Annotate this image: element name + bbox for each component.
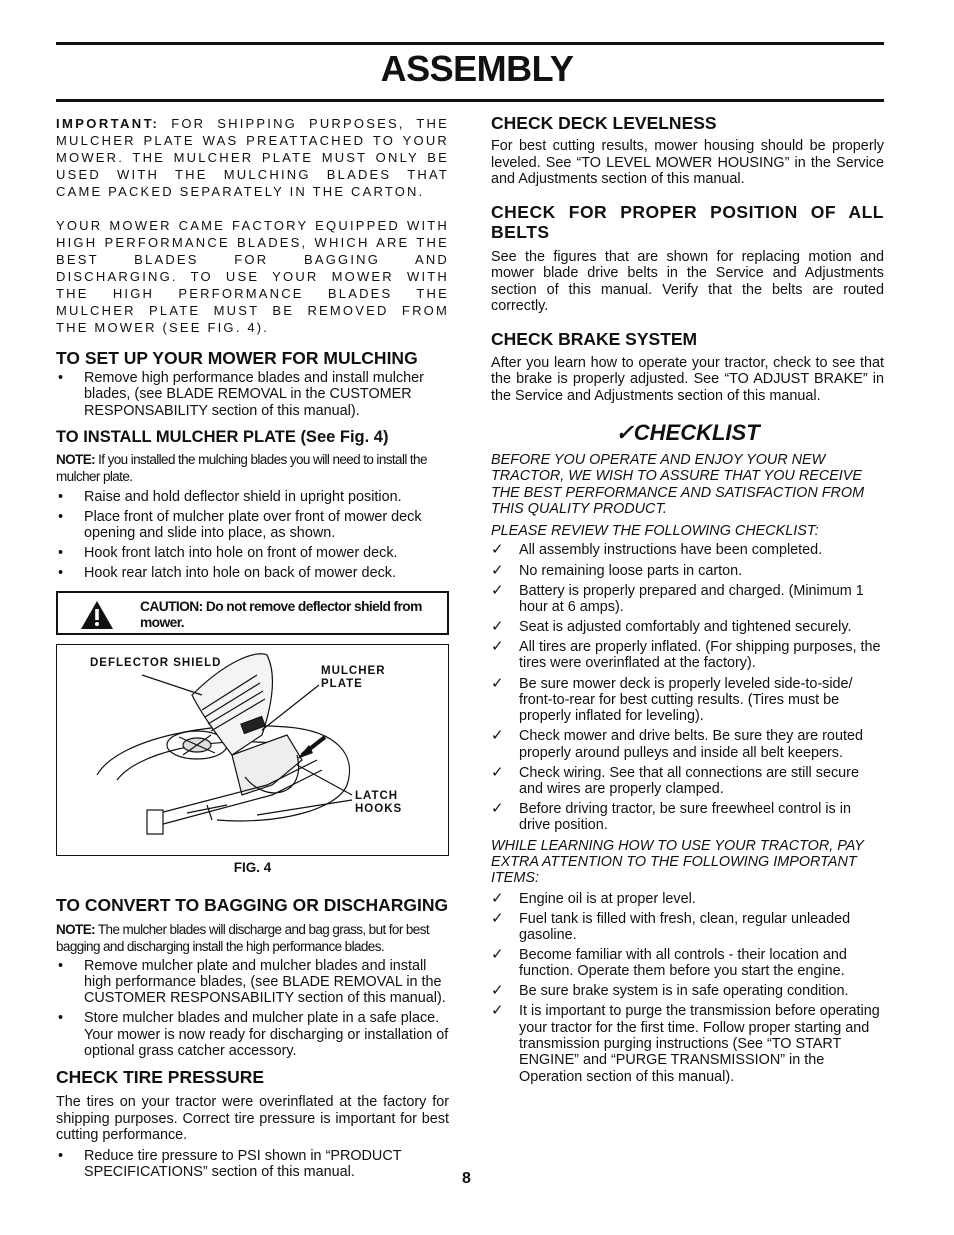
caution-box (56, 591, 449, 635)
figure-4 (56, 644, 449, 856)
deck-text: For best cutting results, mower housing should be properly leveled. See “TO LEVEL MOWER HOUSING” in the Service and Adjustments section of this manual. (491, 138, 884, 187)
learning-intro: WHILE LEARNING HOW TO USE YOUR TRACTOR, PAY EXTRA ATTENTION TO THE FOLLOWING IMPORTANT ITEMS: (491, 837, 864, 887)
list-item: • Reduce tire pressure to PSI shown in “PRODUCT SPECIFICATIONS” section of this manual. (58, 1147, 402, 1180)
list-item: ✓ Fuel tank is filled with fresh, clean, regular unleaded gasoline. (491, 909, 851, 943)
list-item: ✓ Be sure brake system is in safe operating condition. (491, 982, 849, 1000)
checklist-list (491, 542, 884, 833)
page-title: ASSEMBLY (380, 48, 574, 89)
list-item: • Store mulcher blades and mulcher plate in a safe place. Your mower is now ready for discharging or installation of optional grass catcher accessory. (58, 1010, 449, 1059)
convert-list (56, 958, 449, 1059)
belts-text: See the figures that are shown for replacing motion and mower blade drive belts in the Service and Adjustments section of this manual. Verify that the belts are routed correctly. (491, 248, 884, 314)
check-icon: ✓ (491, 982, 504, 1000)
check-icon: ✓ (491, 561, 504, 579)
list-item: ✓ Battery is properly prepared and charged. (Minimum 1 hour at 6 amps). (491, 581, 864, 615)
tire-text: The tires on your tractor were overinflated at the factory for shipping purposes. Correct tire pressure is important for best cutting performance. (56, 1094, 449, 1144)
brake-text: After you learn how to operate your tractor, check to see that the brake is properly adjusted. See “TO ADJUST BRAKE” in the Service and Adjustments section of this manual. (491, 354, 884, 404)
convert-note: NOTE: The mulcher blades will discharge and bag grass, but for best bagging and discharging install the high performance blades. (56, 921, 430, 954)
important-paragraph (56, 115, 449, 200)
check-icon: ✓ (491, 889, 504, 907)
list-item: ✓ Engine oil is at proper level. (491, 889, 696, 907)
mulching-heading: TO SET UP YOUR MOWER FOR MULCHING (56, 348, 418, 368)
check-icon: ✓ (491, 1002, 504, 1020)
checklist-review: PLEASE REVIEW THE FOLLOWING CHECKLIST: (491, 523, 819, 540)
list-item: ✓ Check mower and drive belts. Be sure they are routed properly around pulleys and inside all belt keepers. (491, 727, 863, 761)
check-icon: ✓ (491, 638, 504, 656)
list-item: • Hook front latch into hole on front of mower deck. (58, 544, 398, 561)
label-deflector-shield: DEFLECTOR SHIELD (90, 656, 222, 669)
mulching-list (56, 370, 449, 419)
list-item: • Hook rear latch into hole on back of mower deck. (58, 564, 396, 581)
checklist-intro: BEFORE YOU OPERATE AND ENJOY YOUR NEW TRACTOR, WE WISH TO ASSURE THAT YOU RECEIVE THE BEST PERFORMANCE AND SATISFACTION FROM THIS QUALITY PRODUCT. (491, 452, 865, 517)
belts-heading: CHECK FOR PROPER POSITION OF ALL BELTS (491, 201, 884, 242)
list-item: ✓ It is important to purge the transmission before operating your tractor for the first time. Follow proper starting and transmission purging instructions (See “TO START ENGINE” and “PURGE TRANSMISSION” in the Operation section of this manual). (491, 1002, 880, 1085)
list-item: ✓ All tires are properly inflated. (For shipping purposes, the tires were overinflated at the factory). (491, 638, 881, 672)
tire-heading: CHECK TIRE PRESSURE (56, 1067, 265, 1088)
check-icon: ✓ (491, 674, 504, 692)
checklist-heading: ✓CHECKLIST (615, 420, 760, 445)
check-icon: ✓ (491, 800, 504, 818)
check-icon: ✓ (491, 727, 504, 745)
list-item: ✓ No remaining loose parts in carton. (491, 561, 743, 579)
list-item: ✓ Check wiring. See that all connections are still secure and wires are properly clamped. (491, 763, 859, 797)
brake-heading: CHECK BRAKE SYSTEM (491, 328, 698, 349)
list-item: • Remove mulcher plate and mulcher blades and install high performance blades, (see BLADE REMOVAL in the CUSTOMER RESPONSABILITY section of this manual). (58, 957, 446, 1007)
list-item: ✓ Be sure mower deck is properly leveled side-to-side/ front-to-rear for best cutting results. (Tires must be properly inflated for leveling). (491, 674, 853, 725)
convert-heading: TO CONVERT TO BAGGING OR DISCHARGING (56, 894, 449, 915)
factory-blades-paragraph: YOUR MOWER CAME FACTORY EQUIPPED WITH HIGH PERFORMANCE BLADES, WHICH ARE THE BEST BLADES FOR BAGGING AND DISCHARGING. TO USE YOUR MOWER WITH THE HIGH PERFORMANCE BLADES THE MULCHER PLATE MUST BE REMOVED FROM THE MOWER (SEE FIG. 4). (56, 218, 449, 335)
check-icon: ✓ (491, 541, 504, 559)
top-rule (56, 42, 884, 45)
deck-heading: CHECK DECK LEVELNESS (491, 113, 717, 133)
check-icon: ✓ (491, 945, 504, 963)
list-item: • Remove high performance blades and install mulcher blades, (see BLADE REMOVAL in the CUSTOMER RESPONSABILITY section of this manual). (58, 370, 424, 419)
important-label: IMPORTANT: (56, 116, 160, 131)
caution-text: CAUTION: Do not remove deflector shield from mower. (140, 598, 422, 630)
page-number: 8 (462, 1170, 471, 1187)
check-icon: ✓ (491, 763, 504, 781)
check-icon: ✓ (491, 618, 504, 636)
install-list (56, 489, 449, 581)
figure-caption: FIG. 4 (233, 859, 272, 875)
label-mulcher-plate: MULCHER PLATE (321, 664, 386, 690)
check-icon: ✓ (491, 909, 504, 927)
install-note: NOTE: If you installed the mulching blades you will need to install the mulcher plate. (56, 451, 427, 484)
label-latch-hooks: LATCH HOOKS (355, 789, 403, 815)
list-item: • Raise and hold deflector shield in upright position. (58, 488, 402, 505)
list-item: ✓ Seat is adjusted comfortably and tightened securely. (491, 618, 852, 636)
left-column (56, 112, 449, 1184)
tire-list (56, 1148, 449, 1181)
list-item: ✓ Before driving tractor, be sure freewheel control is in drive position. (491, 800, 851, 834)
title-rule (56, 99, 884, 102)
learning-list (491, 891, 884, 1085)
check-icon: ✓ (491, 581, 504, 599)
list-item: • Place front of mulcher plate over front of mower deck opening and slide into place, as shown. (58, 508, 422, 541)
list-item: ✓ Become familiar with all controls - their location and function. Operate them before you start the engine. (491, 945, 847, 980)
important-text: FOR SHIPPING PURPOSES, THE MULCHER PLATE WAS PREATTACHED TO YOUR MOWER. THE MULCHER PLATE MUST ONLY BE USED WITH THE MULCHING BLADES THAT CAME PACKED SEPARATELY IN THE CARTON. (56, 116, 449, 199)
list-item: ✓ All assembly instructions have been completed. (491, 541, 823, 559)
right-column (491, 112, 884, 1089)
warning-icon (80, 600, 114, 630)
install-heading: TO INSTALL MULCHER PLATE (See Fig. 4) (56, 427, 389, 446)
